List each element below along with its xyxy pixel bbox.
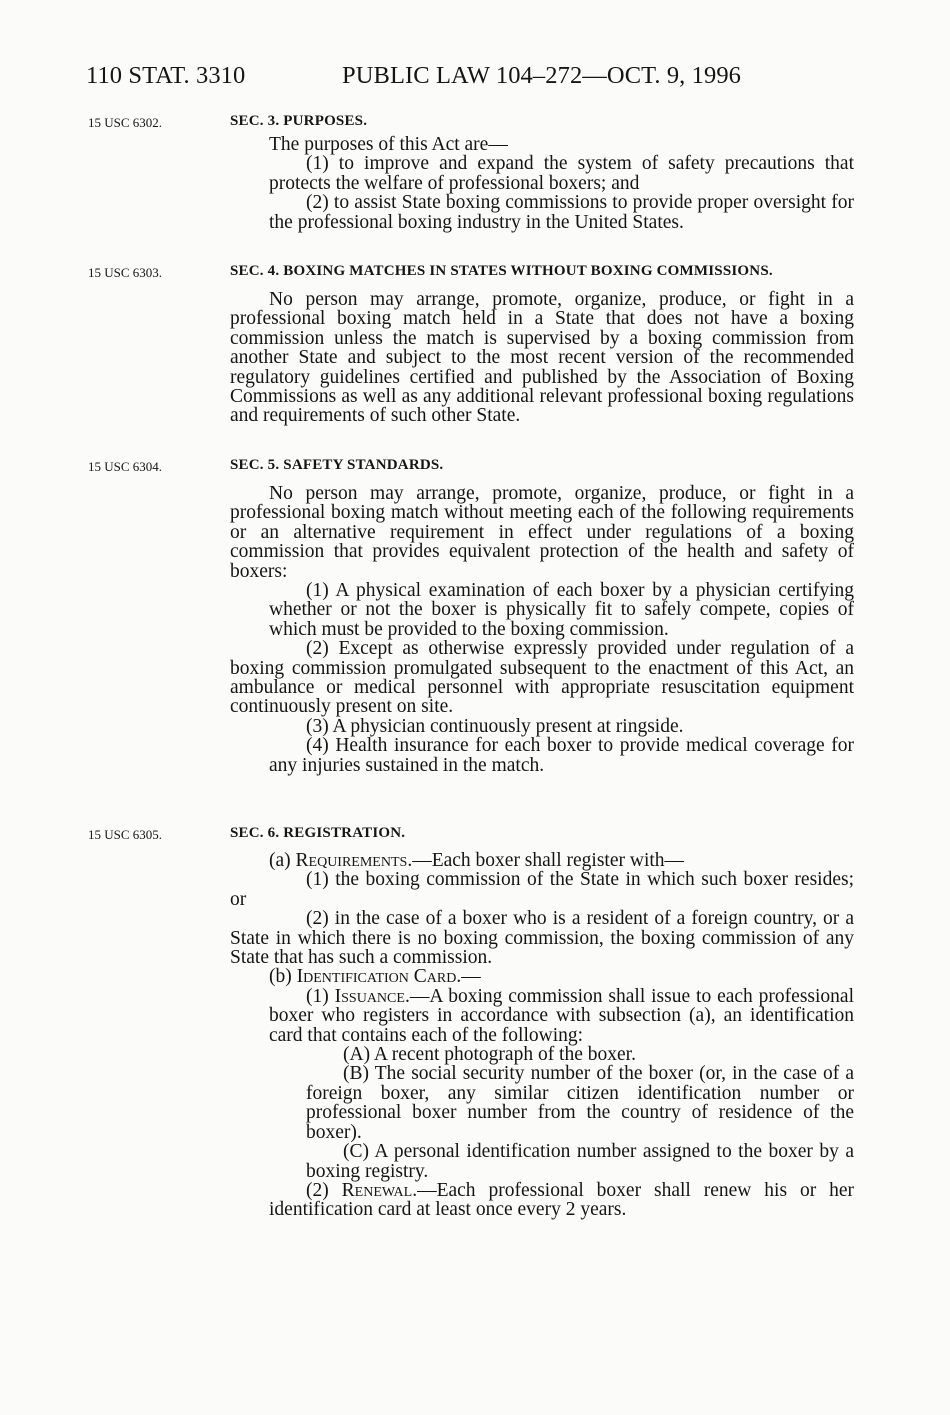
list-item: (A) A recent photograph of the boxer. (343, 1044, 636, 1066)
usc-citation: 15 USC 6302. (88, 115, 163, 130)
paragraph: No person may arrange, promote, organize, produce, or fight in a professional boxing match without meeting each of the following requirements or an alternative requirement in effect under regulations of a boxing commission that provides equivalent protection of the health and safety of boxers: (230, 483, 854, 582)
paragraph-caption: Issuance (334, 985, 405, 1007)
subsection-caption: Requirements (295, 850, 408, 871)
list-item: (1) the boxing commission of the State in which such boxer resides; or (230, 869, 854, 910)
list-item: (1) to improve and expand the system of safety precautions that protects the welfare of professional boxers; and (269, 153, 854, 194)
list-item: (B) The social security number of the boxer (or, in the case of a foreign boxer, any similar citizen identification number or professional boxer number from the country of residence of the boxer). (306, 1063, 854, 1143)
section-heading: SEC. 6. REGISTRATION. (230, 825, 406, 841)
subsection-b: (b) Identification Card.— (269, 966, 481, 988)
list-item: (2) Renewal.—Each professional boxer shall renew his or her identification card at least once every 2 years. (269, 1179, 854, 1221)
section-heading: SEC. 5. SAFETY STANDARDS. (230, 457, 444, 473)
paragraph: No person may arrange, promote, organize, produce, or fight in a professional boxing match held in a State that does not have a boxing commission unless the match is supervised by a boxing commission from another State and subject to the most recent version of the recommended regulatory guidelines certified and published by the Association of Boxing Commissions as well as any additional relevant professional boxing regulations and requirements of such other State. (230, 289, 854, 427)
section-6-body (230, 851, 854, 1220)
list-item: (C) A personal identification number assigned to the boxer by a boxing registry. (306, 1141, 854, 1182)
list-item: (2) to assist State boxing commissions to provide proper oversight for the professional boxing industry in the United States. (269, 192, 854, 233)
list-item: (2) in the case of a boxer who is a resident of a foreign country, or a State in which there is no boxing commission, the boxing commission of any State that has such a commission. (230, 908, 854, 969)
paragraph: The purposes of this Act are— (269, 134, 508, 155)
usc-citation: 15 USC 6303. (88, 265, 163, 280)
section-heading: SEC. 3. PURPOSES. (230, 113, 368, 129)
public-law-title: PUBLIC LAW 104–272—OCT. 9, 1996 (342, 62, 742, 89)
statute-page-number: 110 STAT. 3310 (86, 62, 246, 89)
paragraph-caption: Renewal (341, 1179, 413, 1201)
section-5-body (230, 484, 854, 775)
list-item: (4) Health insurance for each boxer to provide medical coverage for any injuries sustained in the match. (269, 735, 854, 776)
subsection-a: (a) Requirements.—Each boxer shall register with— (269, 850, 685, 871)
page-header (86, 62, 742, 90)
list-item: (1) A physical examination of each boxer by a physician certifying whether or not the boxer is physically fit to safely compete, copies of which must be provided to the boxing commission. (269, 580, 854, 640)
section-heading: SEC. 4. BOXING MATCHES IN STATES WITHOUT BOXING COMMISSIONS. (230, 263, 773, 279)
subsection-caption: Identification Card (296, 966, 457, 988)
usc-citation: 15 USC 6304. (88, 459, 163, 474)
section-3-body (230, 135, 854, 232)
usc-citation: 15 USC 6305. (88, 827, 163, 842)
list-item: (2) Except as otherwise expressly provided under regulation of a boxing commission promulgated subsequent to the enactment of this Act, an ambulance or medical personnel with appropriate resuscitation equipment continuously present on site. (230, 638, 854, 718)
section-4-body (230, 290, 854, 426)
list-item: (3) A physician continuously present at ringside. (306, 715, 684, 737)
list-item: (1) Issuance.—A boxing commission shall issue to each professional boxer who registers in accordance with subsection (a), an identification card that contains each of the following: (269, 985, 854, 1046)
